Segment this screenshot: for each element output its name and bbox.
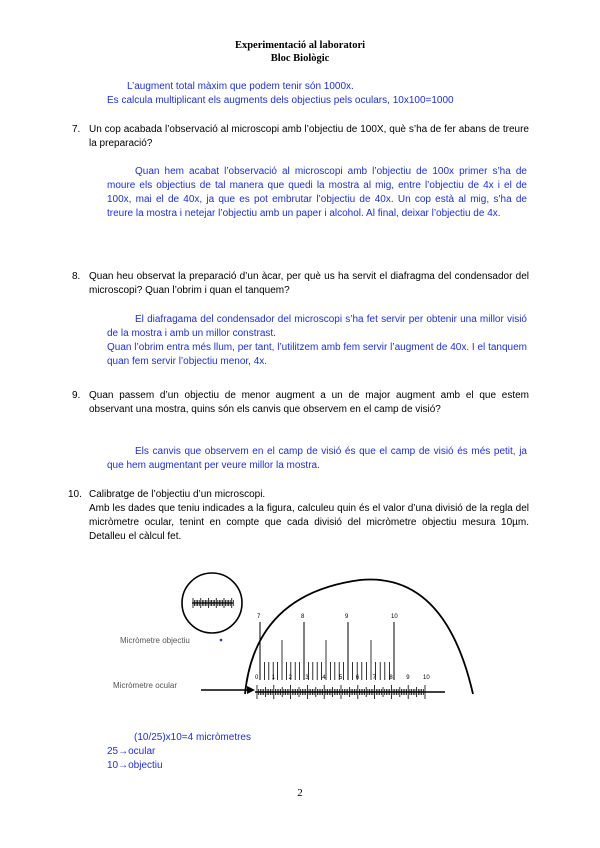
question-9-number: 9. xyxy=(72,390,81,401)
answer-10-ocular: 25→ocular xyxy=(107,746,156,757)
question-10-text: Amb les dades que teniu indicades a la figura, calculeu quin és el valor d’una divisió de la regla del micròmetre ocular, tenint en compte que cada divisió del micròmetre objectiu mesura 10µm. Detalleu el càlcul fet. xyxy=(89,503,529,542)
question-10-number: 10. xyxy=(68,489,82,500)
question-10 xyxy=(68,488,529,544)
answer-7: Quan hem acabat l’observació al microscopi amb l’objectiu de 100x primer s’ha de moure els objectius de tal manera que quedi la mostra al mig, entre l’objectiu de 4x i el de 100x, mai el de 40x, ja que es pot embrutar l’objectiu de 40x. Un cop està al mig, s’ha de treure la mostra i netejar l’objectiu amb un paper i alcohol. Al final, deixar l’objectiu de 4x. xyxy=(107,166,527,219)
label-objective-micrometer: Micròmetre objectiu xyxy=(120,636,190,645)
page-header xyxy=(0,39,600,65)
ocular-tick-label: 1 xyxy=(271,675,276,681)
ocular-micrometer-scale xyxy=(255,675,430,699)
objective-tick-label: 10 xyxy=(391,614,398,620)
ocular-tick-label: 5 xyxy=(339,675,343,681)
objective-tick-label: 9 xyxy=(345,614,349,620)
ocular-tick-label: 0 xyxy=(255,675,259,681)
ocular-tick-label: 7 xyxy=(372,675,376,681)
ocular-tick-label: 6 xyxy=(355,675,360,681)
question-8 xyxy=(72,270,529,298)
objective-tick-label: 7 xyxy=(257,614,261,620)
answer-8 xyxy=(107,313,527,369)
intro-answer-line2: Es calcula multiplicant els augments dels objectius pels oculars, 10x100=1000 xyxy=(107,95,454,106)
ocular-tick-label: 9 xyxy=(406,675,410,681)
ocular-tick-label: 10 xyxy=(423,675,430,681)
ocular-tick-label: 3 xyxy=(305,675,309,681)
inset-scale xyxy=(192,598,233,608)
page-number: 2 xyxy=(297,787,303,799)
intro-answer xyxy=(107,80,547,108)
question-8-number: 8. xyxy=(72,271,81,282)
answer-10 xyxy=(107,731,407,773)
answer-10-calc: (10/25)x10=4 micròmetres xyxy=(134,732,251,743)
question-9-text: Quan passem d’un objectiu de menor augment a un de major augment amb el que estem observant una mostra, quins són els canvis que observem en el camp de visió? xyxy=(89,390,529,415)
question-7 xyxy=(72,123,529,151)
answer-8-part2: Quan l’obrim entra més llum, per tant, l’utilitzem amb fem servir l’augment de 40x. I el tanquem quan fem servir l’objectiu menor, 4x. xyxy=(107,342,527,367)
ocular-tick-label: 4 xyxy=(322,675,326,681)
ocular-tick-label: 8 xyxy=(389,675,393,681)
label-ocular-micrometer: Micròmetre ocular xyxy=(113,681,178,690)
micrometer-figure xyxy=(105,572,485,722)
objective-tick-label: 8 xyxy=(301,614,305,620)
header-title: Experimentació al laboratori xyxy=(234,40,366,51)
question-7-number: 7. xyxy=(72,124,81,135)
ocular-arrow-head xyxy=(247,686,255,694)
objective-micrometer-scale xyxy=(257,614,398,680)
answer-9: Els canvis que observem en el camp de visió és que el camp de visió és més petit, ja que hem augmentant per veure millor la mostra. xyxy=(107,446,527,471)
intro-answer-line1: L’augment total màxim que podem tenir són 1000x. xyxy=(127,81,354,92)
question-10-title: Calibratge de l’objectiu d’un microscopi. xyxy=(89,489,266,500)
question-8-text: Quan heu observat la preparació d’un àcar, per què us ha servit el diafragma del condensador del microscopi? Quan l’obrim i quan el tanquem? xyxy=(89,271,529,296)
ocular-tick-label: 2 xyxy=(288,675,292,681)
blue-dot xyxy=(220,639,223,642)
question-9 xyxy=(72,389,529,417)
answer-10-objectiu: 10→objectiu xyxy=(107,760,163,771)
question-7-text: Un cop acabada l’observació al microscopi amb l’objectiu de 100X, què s’ha de fer abans de treure la preparació? xyxy=(89,124,529,149)
answer-8-part1: El diafragama del condensador del microscopi s’ha fet servir per obtenir una millor visió de la mostra i amb un millor constrast. xyxy=(107,314,527,339)
header-subtitle: Bloc Biològic xyxy=(270,53,330,64)
